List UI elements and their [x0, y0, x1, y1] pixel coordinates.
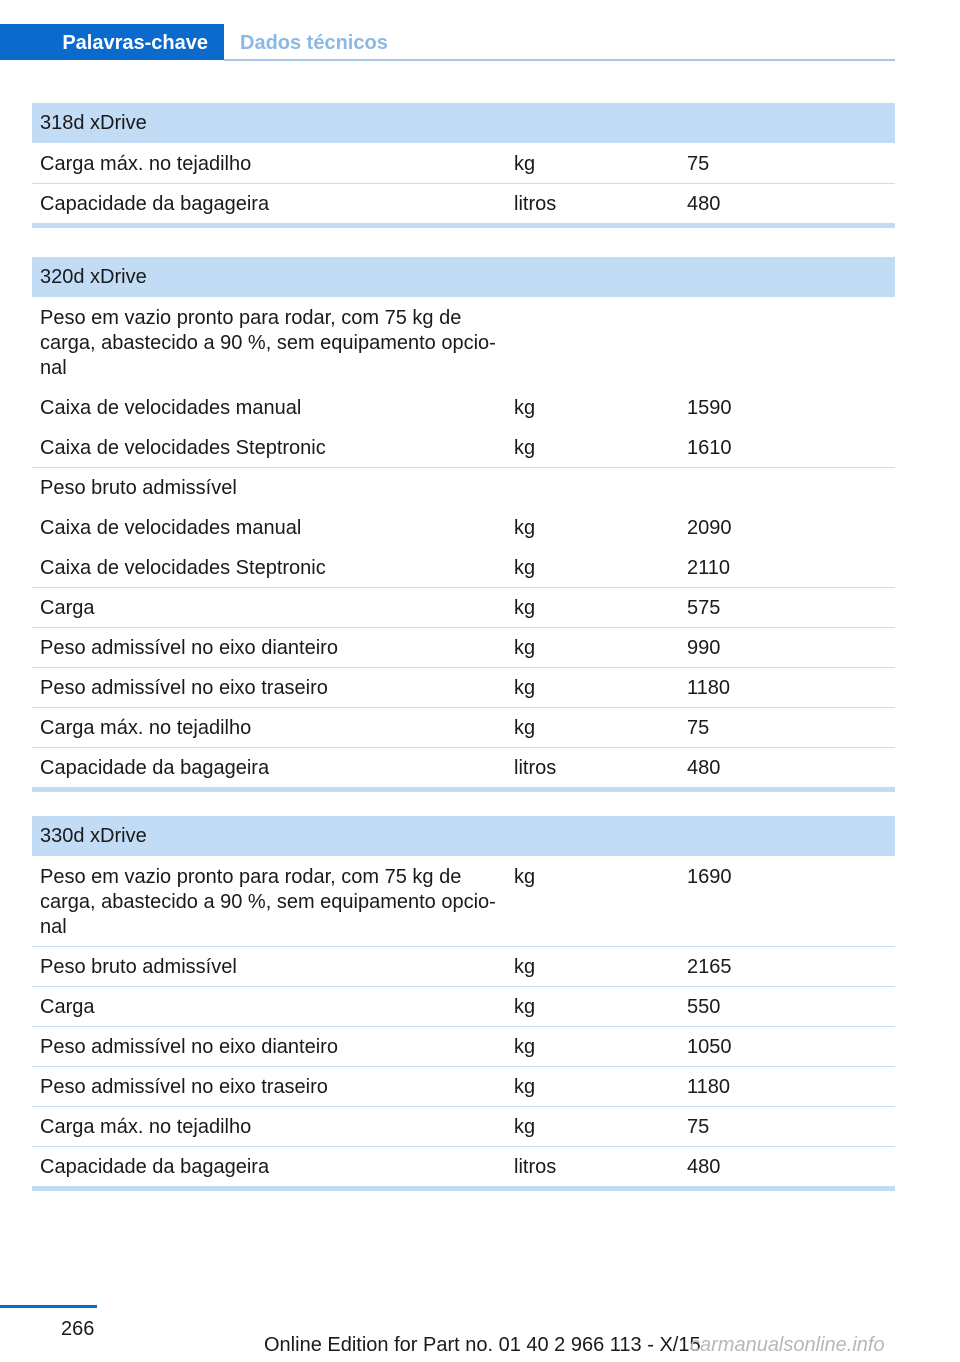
row-value: 480 [687, 757, 721, 779]
row-value: 75 [687, 717, 710, 739]
row-label: Carga [40, 597, 95, 619]
header-bar [0, 24, 895, 62]
spec-table-320d [32, 257, 895, 792]
table-row [32, 143, 895, 183]
row-label: Carga máx. no tejadilho [40, 717, 252, 739]
row-value: 550 [687, 996, 721, 1018]
page-number-rule [0, 1305, 97, 1308]
row-label: Peso admissível no eixo traseiro [40, 677, 328, 699]
table-row [32, 507, 895, 547]
table-row [32, 427, 895, 467]
row-label: Peso bruto admissível [40, 477, 237, 499]
row-unit: kg [514, 677, 536, 699]
table-row [32, 747, 895, 787]
row-value: 1180 [687, 1076, 731, 1098]
table-row [32, 1026, 895, 1066]
row-label: Capacidade da bagageira [40, 757, 270, 779]
table-row [32, 297, 895, 387]
row-label: Peso admissível no eixo dianteiro [40, 1036, 338, 1058]
row-label: Capacidade da bagageira [40, 193, 270, 215]
row-label: Peso em vazio pronto para rodar, com 75 kg de carga, abastecido a 90 %, sem equipamento opcio‐nal [40, 866, 496, 938]
header-divider [224, 59, 895, 61]
row-label: Carga máx. no tejadilho [40, 153, 252, 175]
row-value: 2090 [687, 517, 732, 539]
row-unit: kg [514, 956, 536, 978]
row-unit: kg [514, 996, 536, 1018]
row-label: Carga máx. no tejadilho [40, 1116, 252, 1138]
row-value: 480 [687, 1156, 721, 1178]
row-value: 480 [687, 193, 721, 215]
row-unit: litros [514, 1156, 557, 1178]
row-value: 2165 [687, 956, 732, 978]
row-label: Capacidade da bagageira [40, 1156, 270, 1178]
row-label: Peso admissível no eixo dianteiro [40, 637, 338, 659]
row-label: Caixa de velocidades manual [40, 397, 302, 419]
table-row [32, 707, 895, 747]
section-title: 320d xDrive [32, 257, 895, 297]
section-end-rule [32, 223, 895, 228]
watermark: carmanualsonline.info [690, 1334, 885, 1356]
row-unit: kg [514, 866, 536, 888]
section-end-rule [32, 787, 895, 792]
table-row [32, 183, 895, 223]
table-row [32, 946, 895, 986]
row-value: 1690 [687, 866, 732, 888]
table-row [32, 1066, 895, 1106]
tab-technical-data[interactable]: Dados técnicos [240, 32, 388, 54]
table-row [32, 1106, 895, 1146]
row-label: Caixa de velocidades Steptronic [40, 557, 326, 579]
row-value: 1180 [687, 677, 731, 699]
row-value: 2110 [687, 557, 731, 579]
table-row [32, 856, 895, 946]
row-unit: kg [514, 437, 536, 459]
row-label: Caixa de velocidades Steptronic [40, 437, 326, 459]
section-title: 330d xDrive [32, 816, 895, 856]
row-unit: litros [514, 193, 557, 215]
row-value: 575 [687, 597, 721, 619]
row-unit: kg [514, 1036, 536, 1058]
section-title: 318d xDrive [32, 103, 895, 143]
table-row [32, 587, 895, 627]
row-value: 990 [687, 637, 721, 659]
row-value: 1050 [687, 1036, 732, 1058]
table-row [32, 627, 895, 667]
table-row [32, 547, 895, 587]
row-label: Peso bruto admissível [40, 956, 237, 978]
row-value: 75 [687, 153, 710, 175]
row-unit: kg [514, 1116, 536, 1138]
row-value: 1610 [687, 437, 732, 459]
row-label: Caixa de velocidades manual [40, 517, 302, 539]
tab-keywords[interactable]: Palavras-chave [0, 24, 224, 60]
row-value: 75 [687, 1116, 710, 1138]
table-row [32, 986, 895, 1026]
row-unit: kg [514, 597, 536, 619]
section-end-rule [32, 1186, 895, 1191]
row-label: Peso em vazio pronto para rodar, com 75 kg de carga, abastecido a 90 %, sem equipamento opcio‐nal [40, 307, 496, 379]
row-unit: litros [514, 757, 557, 779]
row-unit: kg [514, 517, 536, 539]
spec-table-330d [32, 816, 895, 1191]
table-row [32, 467, 895, 507]
page-number: 266 [61, 1318, 95, 1340]
row-unit: kg [514, 717, 536, 739]
edition-footer: Online Edition for Part no. 01 40 2 966 113 - X/15 [264, 1334, 701, 1356]
row-unit: kg [514, 1076, 536, 1098]
row-label: Carga [40, 996, 95, 1018]
row-unit: kg [514, 637, 536, 659]
row-unit: kg [514, 397, 536, 419]
table-row [32, 1146, 895, 1186]
spec-table-318d [32, 103, 895, 228]
table-row [32, 387, 895, 427]
row-unit: kg [514, 557, 536, 579]
table-row [32, 667, 895, 707]
row-unit: kg [514, 153, 536, 175]
row-value: 1590 [687, 397, 732, 419]
row-label: Peso admissível no eixo traseiro [40, 1076, 328, 1098]
